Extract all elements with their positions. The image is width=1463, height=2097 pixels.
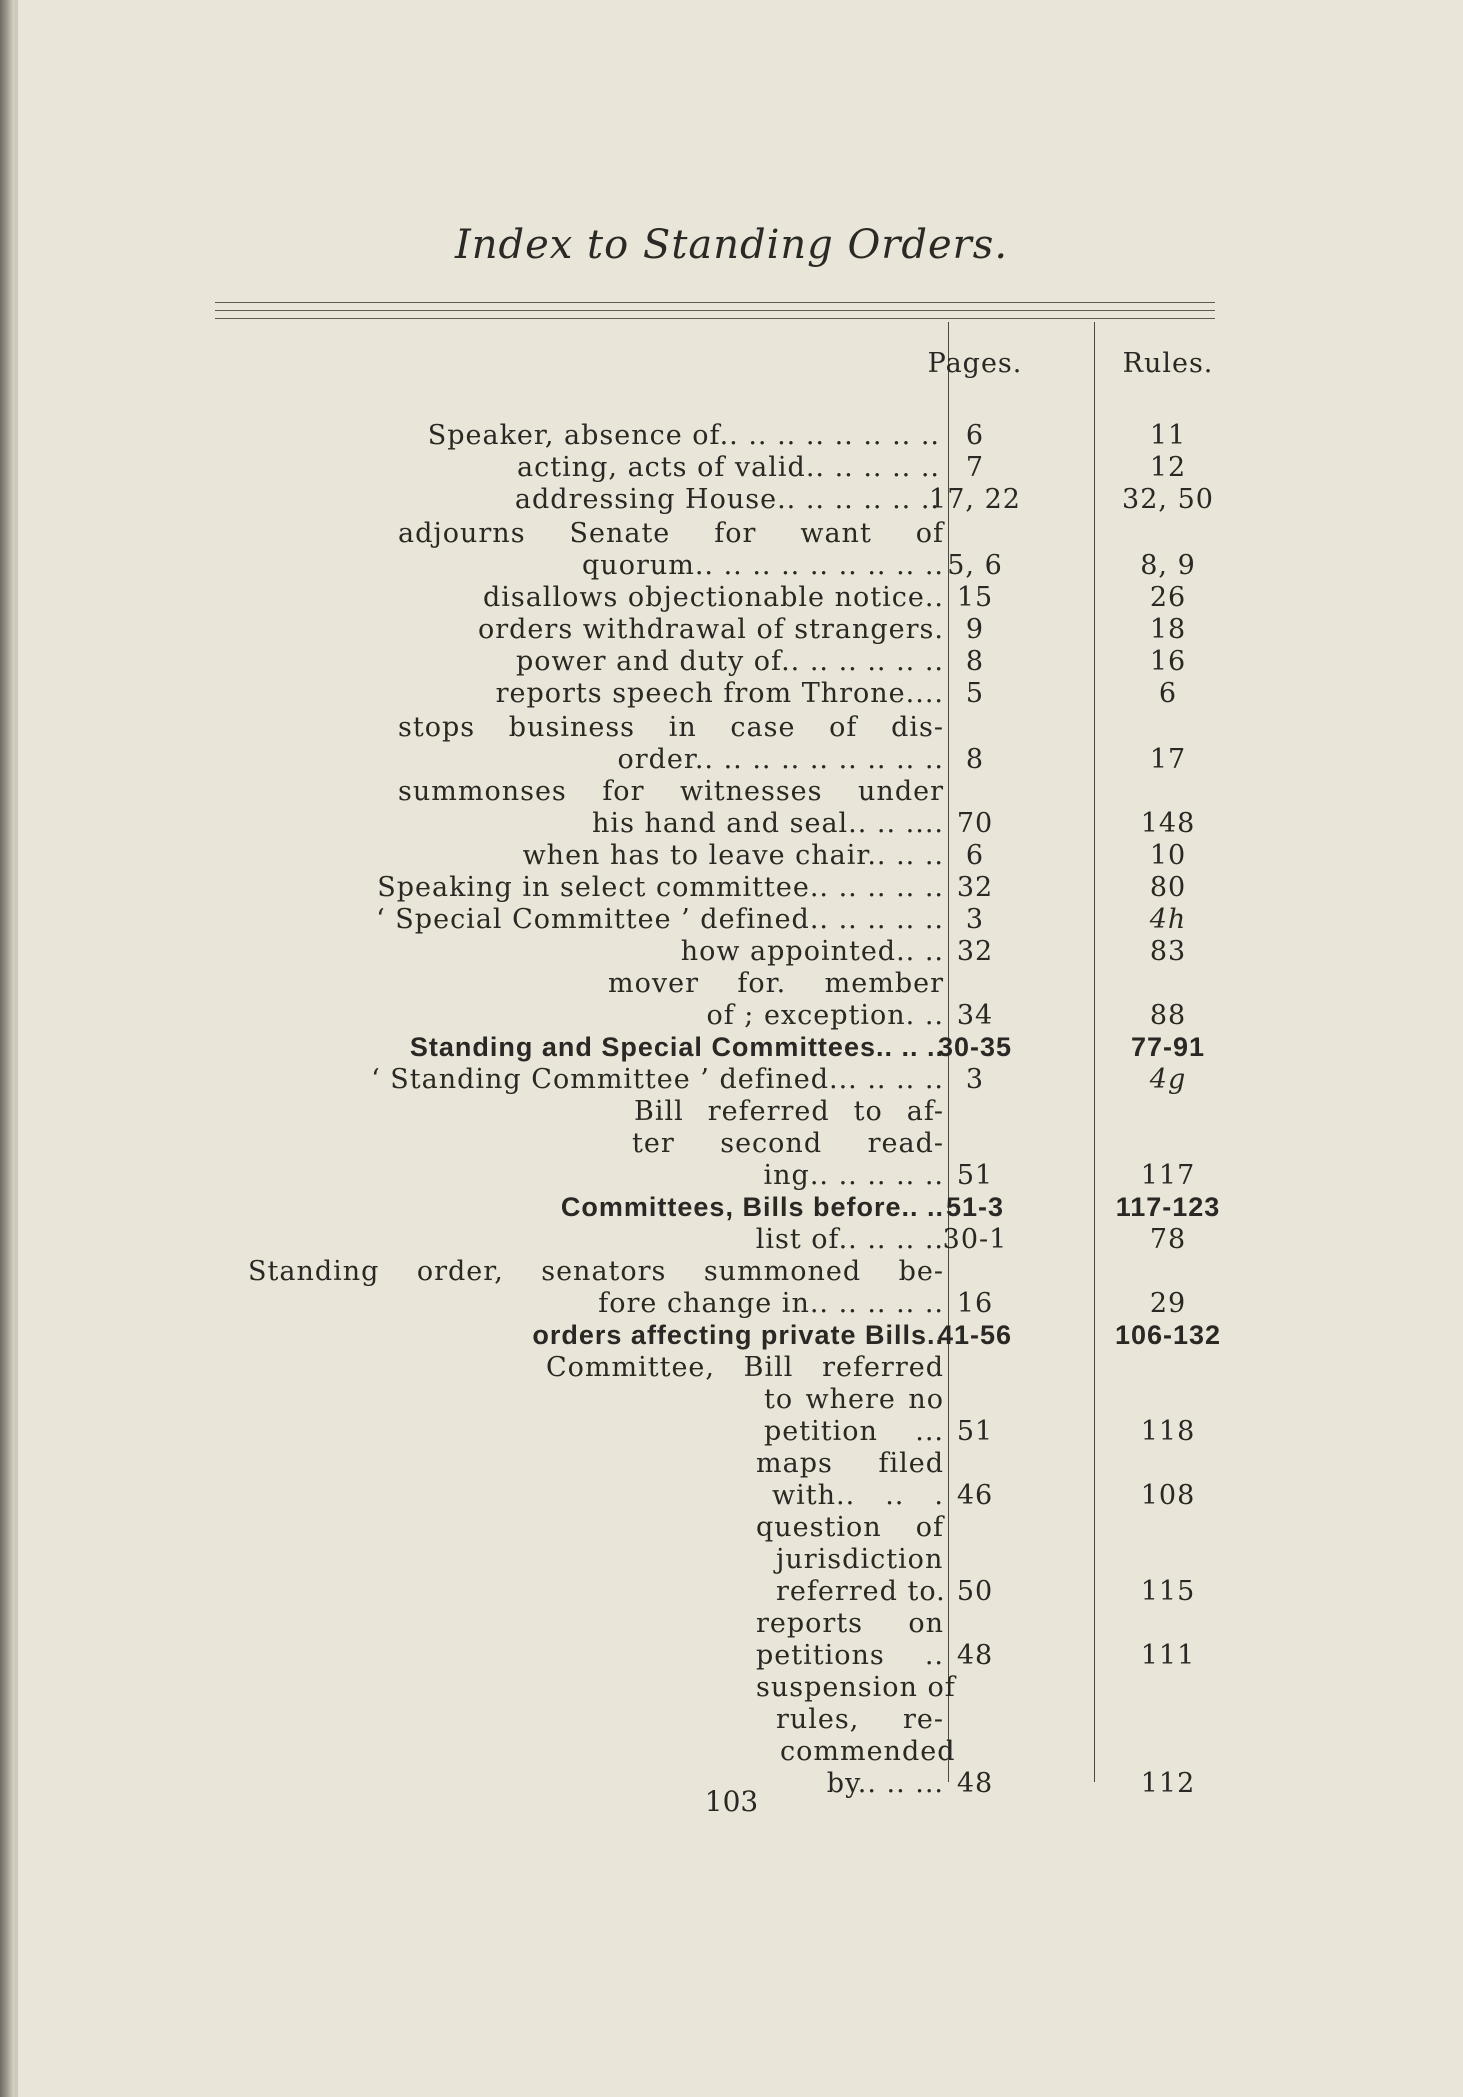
entry-text: Standing order, senators summoned be- bbox=[248, 1256, 944, 1287]
entry-rules: 32, 50 bbox=[1122, 484, 1214, 515]
entry-text: to where no bbox=[764, 1384, 944, 1415]
index-entry bbox=[0, 1288, 1463, 1318]
index-entry bbox=[0, 712, 1463, 742]
entry-pages: 32 bbox=[956, 936, 994, 967]
index-entry bbox=[0, 1736, 1463, 1766]
index-entry bbox=[0, 452, 1463, 482]
index-entry bbox=[0, 1320, 1463, 1350]
entry-pages: 70 bbox=[956, 808, 994, 839]
entry-text: ‘ Standing Committee ’ defined... .. .. .. bbox=[371, 1064, 944, 1095]
entry-text: quorum.. .. .. .. .. .. .. .. .. bbox=[582, 550, 944, 581]
entry-pages: 7 bbox=[965, 452, 985, 483]
pages-column-header: Pages. bbox=[927, 348, 1023, 379]
entry-text: reports speech from Throne.... bbox=[495, 678, 944, 709]
entry-text: acting, acts of valid.. .. .. .. .. bbox=[517, 452, 940, 483]
entry-pages: 6 bbox=[965, 840, 985, 871]
entry-rules: 148 bbox=[1140, 808, 1196, 839]
index-entry bbox=[0, 1192, 1463, 1222]
entry-rules: 83 bbox=[1149, 936, 1187, 967]
entry-rules: 117-123 bbox=[1115, 1192, 1221, 1222]
page-title: Index to Standing Orders. bbox=[454, 222, 1009, 268]
entry-rules: 10 bbox=[1149, 840, 1187, 871]
entry-pages: 16 bbox=[956, 1288, 994, 1319]
entry-rules: 106-132 bbox=[1114, 1320, 1222, 1350]
entry-rules: 115 bbox=[1140, 1576, 1196, 1607]
entry-pages: 51 bbox=[956, 1416, 994, 1447]
index-entry bbox=[0, 1032, 1463, 1062]
entry-rules: 88 bbox=[1149, 1000, 1187, 1031]
index-entry bbox=[0, 1160, 1463, 1190]
entry-text: Bill referred to af- bbox=[634, 1096, 944, 1127]
entry-text: adjourns Senate for want of bbox=[398, 518, 944, 549]
index-entry bbox=[0, 420, 1463, 450]
index-entry bbox=[0, 1640, 1463, 1670]
entry-rules: 26 bbox=[1149, 582, 1187, 613]
index-entry bbox=[0, 840, 1463, 870]
entry-text: when has to leave chair.. .. .. bbox=[522, 840, 944, 871]
index-entry bbox=[0, 484, 1463, 514]
entry-pages: 15 bbox=[956, 582, 994, 613]
entry-pages: 32 bbox=[956, 872, 994, 903]
entry-text: maps filed bbox=[756, 1448, 944, 1479]
entry-rules: 8, 9 bbox=[1140, 550, 1196, 581]
entry-pages: 30-35 bbox=[937, 1032, 1013, 1062]
entry-pages: 51-3 bbox=[945, 1192, 1005, 1222]
entry-rules: 80 bbox=[1149, 872, 1187, 903]
entry-text: his hand and seal.. .. .... bbox=[592, 808, 944, 839]
entry-pages: 46 bbox=[956, 1480, 994, 1511]
entry-text: summonses for witnesses under bbox=[398, 776, 944, 807]
index-entry bbox=[0, 1480, 1463, 1510]
entry-rules: 12 bbox=[1149, 452, 1187, 483]
index-entry bbox=[0, 936, 1463, 966]
index-entry bbox=[0, 968, 1463, 998]
entry-rules: 29 bbox=[1149, 1288, 1187, 1319]
entry-rules: 4g bbox=[1149, 1064, 1187, 1095]
index-entry bbox=[0, 1352, 1463, 1382]
entry-text: list of.. .. .. .. bbox=[755, 1224, 944, 1255]
index-entry bbox=[0, 904, 1463, 934]
entry-rules: 118 bbox=[1140, 1416, 1196, 1447]
entry-text: order.. .. .. .. .. .. .. .. .. bbox=[617, 744, 944, 775]
index-entry bbox=[0, 1704, 1463, 1734]
entry-rules: 78 bbox=[1149, 1224, 1187, 1255]
entry-pages: 17, 22 bbox=[929, 484, 1021, 515]
entry-text: rules, re- bbox=[776, 1704, 944, 1735]
index-entry bbox=[0, 646, 1463, 676]
entry-text: ‘ Special Committee ’ defined.. .. .. .. .. bbox=[376, 904, 944, 935]
entry-text: question of bbox=[756, 1512, 944, 1543]
entry-rules: 77-91 bbox=[1130, 1032, 1206, 1062]
entry-text: power and duty of.. .. .. .. .. .. bbox=[515, 646, 944, 677]
index-entry bbox=[0, 582, 1463, 612]
entry-text: by.. .. ... bbox=[826, 1768, 944, 1799]
page-number: 103 bbox=[704, 1785, 759, 1818]
entry-text: reports on bbox=[756, 1608, 944, 1639]
index-entry bbox=[0, 518, 1463, 548]
entry-rules: 16 bbox=[1149, 646, 1187, 677]
index-entry bbox=[0, 678, 1463, 708]
entry-rules: 4h bbox=[1149, 904, 1187, 935]
entry-text: petitions .. bbox=[756, 1640, 944, 1671]
entry-text: referred to. bbox=[776, 1576, 946, 1607]
entry-pages: 9 bbox=[965, 614, 985, 645]
entry-text: how appointed.. .. bbox=[680, 936, 944, 967]
rules-column-header: Rules. bbox=[1122, 348, 1214, 379]
entry-pages: 5 bbox=[965, 678, 985, 709]
title-rule-middle bbox=[215, 310, 1215, 311]
index-entry bbox=[0, 776, 1463, 806]
entry-pages: 30-1 bbox=[942, 1224, 1008, 1255]
entry-pages: 8 bbox=[965, 646, 985, 677]
index-entry bbox=[0, 1608, 1463, 1638]
index-entry bbox=[0, 1128, 1463, 1158]
entry-pages: 8 bbox=[965, 744, 985, 775]
entry-rules: 11 bbox=[1149, 420, 1187, 451]
index-entry bbox=[0, 1512, 1463, 1542]
entry-text: jurisdiction bbox=[776, 1544, 944, 1575]
entry-rules: 112 bbox=[1140, 1768, 1196, 1799]
entry-pages: 3 bbox=[965, 1064, 985, 1095]
entry-text: stops business in case of dis- bbox=[398, 712, 944, 743]
entry-text: ter second read- bbox=[632, 1128, 944, 1159]
index-entry bbox=[0, 744, 1463, 774]
entry-rules: 117 bbox=[1140, 1160, 1196, 1191]
entry-text: Standing and Special Committees.. .. .. bbox=[409, 1032, 944, 1062]
index-entry bbox=[0, 1544, 1463, 1574]
entry-pages: 48 bbox=[956, 1640, 994, 1671]
entry-text: orders withdrawal of strangers. bbox=[477, 614, 944, 645]
entry-pages: 50 bbox=[956, 1576, 994, 1607]
index-entry bbox=[0, 1416, 1463, 1446]
index-entry bbox=[0, 1448, 1463, 1478]
entry-text: ing.. .. .. .. .. bbox=[763, 1160, 944, 1191]
entry-pages: 34 bbox=[956, 1000, 994, 1031]
entry-text: mover for. member bbox=[608, 968, 944, 999]
entry-text: of ; exception. .. bbox=[706, 1000, 944, 1031]
index-entry bbox=[0, 1576, 1463, 1606]
entry-text: Speaking in select committee.. .. .. .. .. bbox=[377, 872, 944, 903]
entry-text: with.. .. . bbox=[772, 1480, 944, 1511]
entry-text: orders affecting private Bills.. bbox=[532, 1320, 944, 1350]
entry-text: Speaker, absence of.. .. .. .. .. .. .. .. bbox=[427, 420, 940, 451]
entry-text: petition ... bbox=[764, 1416, 944, 1447]
entry-rules: 111 bbox=[1140, 1640, 1196, 1671]
index-entry bbox=[0, 614, 1463, 644]
index-entry bbox=[0, 872, 1463, 902]
entry-text: fore change in.. .. .. .. .. bbox=[598, 1288, 944, 1319]
entry-rules: 18 bbox=[1149, 614, 1187, 645]
index-entry bbox=[0, 1256, 1463, 1286]
index-entry bbox=[0, 1096, 1463, 1126]
title-rule-top bbox=[215, 302, 1215, 303]
entry-pages: 3 bbox=[965, 904, 985, 935]
index-entry bbox=[0, 1000, 1463, 1030]
entry-text: Committees, Bills before.. .. bbox=[560, 1192, 944, 1222]
entry-rules: 17 bbox=[1149, 744, 1187, 775]
title-rule-bottom bbox=[215, 318, 1215, 319]
entry-pages: 48 bbox=[956, 1768, 994, 1799]
entry-pages: 5, 6 bbox=[947, 550, 1003, 581]
entry-rules: 108 bbox=[1140, 1480, 1196, 1511]
entry-pages: 51 bbox=[956, 1160, 994, 1191]
entry-text: Committee, Bill referred bbox=[546, 1352, 944, 1383]
entry-text: suspension of bbox=[756, 1672, 956, 1703]
entry-text: commended bbox=[780, 1736, 956, 1767]
entry-pages: 41-56 bbox=[937, 1320, 1013, 1350]
entry-pages: 6 bbox=[965, 420, 985, 451]
entry-text: addressing House.. .. .. .. .. .. bbox=[514, 484, 940, 515]
index-entry bbox=[0, 808, 1463, 838]
entry-rules: 6 bbox=[1158, 678, 1178, 709]
index-entry bbox=[0, 1672, 1463, 1702]
index-entry bbox=[0, 1064, 1463, 1094]
index-entry bbox=[0, 1384, 1463, 1414]
index-entry bbox=[0, 550, 1463, 580]
index-entry bbox=[0, 1224, 1463, 1254]
entry-text: disallows objectionable notice.. bbox=[482, 582, 944, 613]
